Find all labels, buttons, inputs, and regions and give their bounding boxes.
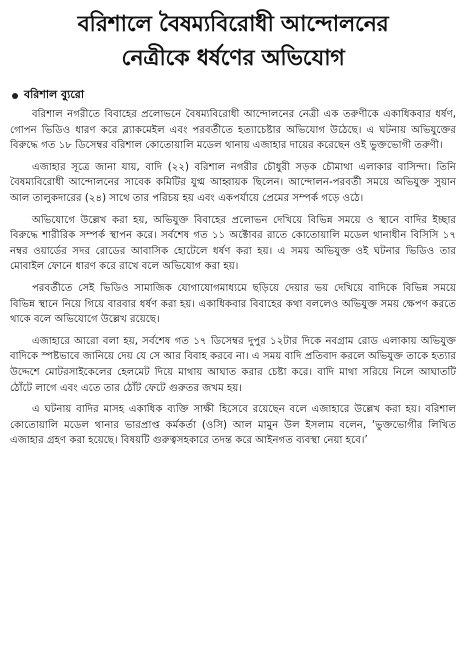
bullet-icon	[12, 93, 18, 99]
paragraph: বরিশাল নগরীতে বিবাহের প্রলোভনে বৈষম্যবিরোধী আন্দোলনের নেত্রী এক তরুণীকে একাধিকবার ধর্ষণ, গোপন ভিডিও ধারণ করে ব্ল্যাকমেইল এবং পরবর্তীতে হত্যাচেষ্টার অভিযোগ উঠেছে। এ ঘটনায় অভিযুক্তের বিরুদ্ধে গত ১৮ ডিসেম্বর বরিশাল কোতোয়ালি মডেল থানায় এজাহার দায়ের করেছেন ওই ভুক্তভোগী তরুণী।	[10, 109, 456, 152]
byline: বরিশাল ব্যুরো	[24, 88, 85, 101]
paragraph: অভিযোগে উল্লেখ করা হয়, অভিযুক্ত বিবাহের প্রলোভন দেখিয়ে বিভিন্ন সময়ে ও স্থানে বাদির ইচ্ছার বিরুদ্ধে শারীরিক সম্পর্ক স্থাপন করে। সর্বশেষ গত ১১ অক্টোবর রাতে কোতোয়ালি মডেল থানাধীন বিসিসি ১৭ নম্বর ওয়ার্ডের সদর রোডের আবাসিক হোটেলে ধর্ষণ করা হয়। এ সময় অভিযুক্ত ওই ঘটনার ভিডিও তার মোবাইল ফোনে ধারণ করে রাখে বলে অভিযোগ করা হয়।	[10, 214, 456, 273]
paragraph: এ ঘটনায় বাদির মাসহ একাধিক ব্যক্তি সাক্ষী হিসেবে রয়েছেন বলে এজাহারে উল্লেখ করা হয়। বরিশাল কোতোয়ালি মডেল থানার ভারপ্রাপ্ত কর্মকর্তা (ওসি) আল মামুন উল ইসলাম বলেন, ‘ভুক্তভোগীর লিখিত এজাহার গ্রহণ করা হয়েছে। বিষয়টি গুরুত্বসহকারে তদন্ত করে আইনগত ব্যবস্থা নেয়া হবে।’	[10, 404, 456, 447]
headline-line-1: বরিশালে বৈষম্যবিরোধী আন্দোলনের	[77, 12, 389, 37]
paragraph: পরবর্তীতে সেই ভিডিও সামাজিক যোগাযোগমাধ্যমে ছড়িয়ে দেয়ার ভয় দেখিয়ে বাদিকে বিভিন্ন সময়ে বিভিন্ন স্থানে নিয়ে গিয়ে বারবার ধর্ষণ করা হয়। একাধিকবার বিবাহের কথা বললেও অভিযুক্ত সময় ক্ষেপণ করতে থাকে বলে অভিযোগে উল্লেখ রয়েছে।	[10, 282, 456, 326]
headline-line-2: নেত্রীকে ধর্ষণের অভিযোগ	[121, 46, 345, 71]
paragraph: এজাহারে আরো বলা হয়, সর্বশেষ গত ১৭ ডিসেম্বর দুপুর ১২টার দিকে নবগ্রাম রোড এলাকায় অভিযুক্ত বাদিকে স্পষ্টভাবে জানিয়ে দেয় যে সে আর বিবাহ করবে না। এ সময় বাদি প্রতিবাদ করলে অভিযুক্ত তাকে হত্যার উদ্দেশে মোটরসাইকেলের হেলমেট দিয়ে মাথায় আঘাত করার চেষ্টা করে। বাদি মাথা সরিয়ে নিলে আঘাতটি ঠোঁটে লাগে এবং এতে তার ঠোঁট ফেটে গুরুতর জখম হয়।	[10, 335, 456, 394]
headline	[10, 8, 456, 76]
paragraph: এজাহার সূত্রে জানা যায়, বাদি (২২) বরিশাল নগরীর চৌধুরী সড়ক চৌমাথা এলাকার বাসিন্দা। তিনি বৈষম্যবিরোধী আন্দোলনের সাবেক কমিটির যুগ্ম আহ্বায়ক ছিলেন। আন্দোলন-পরবর্তী সময়ে অভিযুক্ত সুয়ান আল তালুকদারের (২৪) সাথে তার পরিচয় হয় এবং একপর্যায়ে প্রেমের সম্পর্ক গড়ে ওঠে।	[10, 161, 456, 204]
article-body	[10, 107, 456, 449]
byline-row	[12, 86, 456, 105]
